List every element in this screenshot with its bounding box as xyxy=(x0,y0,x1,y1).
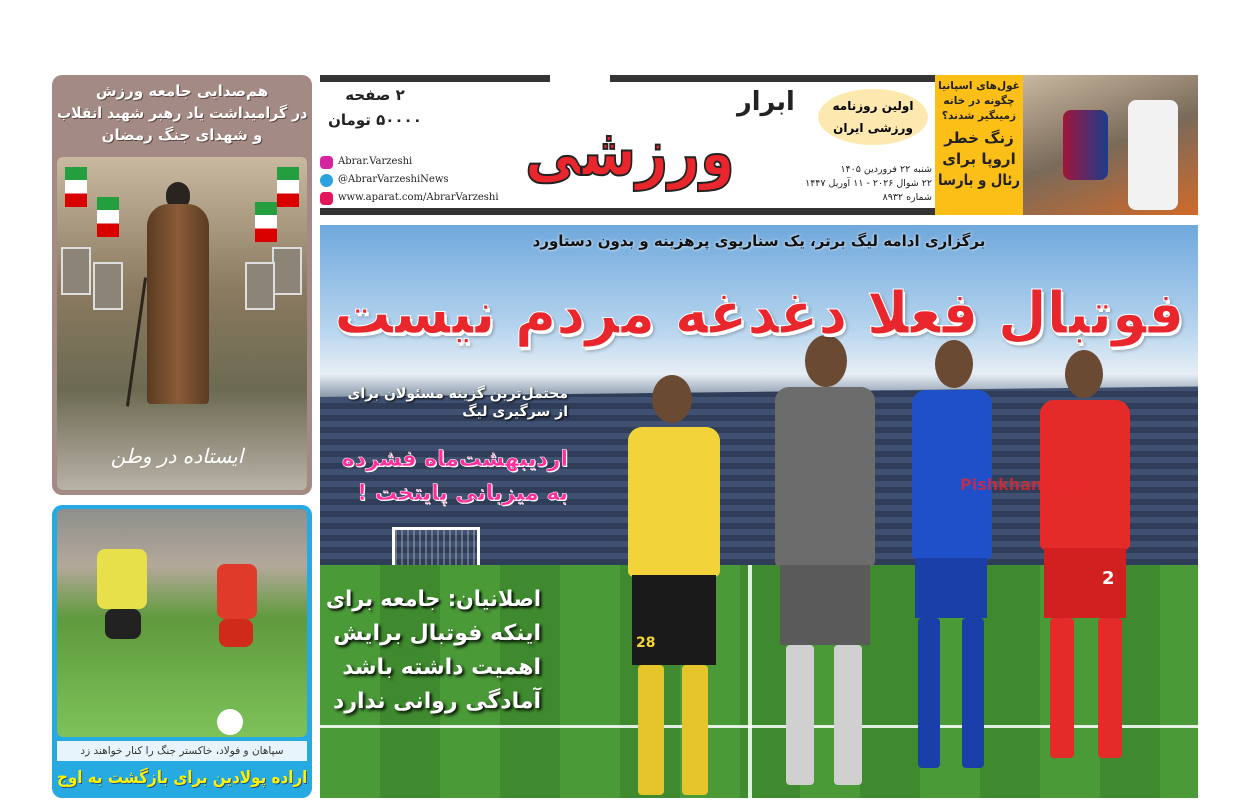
aparat-icon xyxy=(320,192,333,205)
line-text: زمینگیر شدند؟ xyxy=(941,110,1017,122)
player-shorts xyxy=(105,609,141,639)
line-text: غول‌های اسپانیا xyxy=(938,80,1020,92)
line xyxy=(326,583,541,617)
date-lunar-gregorian xyxy=(800,177,932,191)
line-text: اردیبهشت‌ماه فشرده xyxy=(341,447,568,472)
social-text: @AbrarVarzeshiNews xyxy=(338,174,449,185)
flag-icon xyxy=(255,202,277,242)
line-text: هم‌صدایی جامعه ورزش xyxy=(95,82,269,100)
logo-main xyxy=(525,105,735,201)
line-text: ابرار xyxy=(737,87,795,117)
line-text: ورزشی ایران xyxy=(833,121,913,135)
line-text: ۲ صفحه xyxy=(345,86,405,104)
player-goalkeeper xyxy=(760,335,890,795)
teaser-headline xyxy=(938,128,1020,191)
player-persepolis xyxy=(1020,350,1150,770)
goal xyxy=(392,527,480,565)
line-text: برگزاری ادامه لیگ برتر، یک سناریوی پرهزینه و بدون دستاورد xyxy=(532,232,986,250)
price xyxy=(320,108,430,133)
line-text: اصلانیان: جامعه برای xyxy=(325,587,541,612)
title-line xyxy=(57,80,307,102)
line xyxy=(938,109,1020,124)
line-text: شنبه ۲۲ فروردین ۱۴۰۵ xyxy=(840,164,932,175)
line-text: از سرگیری لیگ xyxy=(462,404,568,420)
jersey-number: 2 xyxy=(1044,548,1126,618)
line xyxy=(326,617,541,651)
line-text: به میزبانی پایتخت ! xyxy=(357,481,568,506)
line-text: سپاهان و فولاد، خاکستر جنگ را کنار خواهند زد xyxy=(80,745,284,757)
hero-story[interactable] xyxy=(320,225,1198,798)
social-text: Abrar.Varzeshi xyxy=(338,156,413,167)
player-red xyxy=(217,564,257,619)
dateline xyxy=(800,163,932,205)
social-text: www.aparat.com/AbrarVarzeshi xyxy=(338,192,499,203)
line-text: ورزشی xyxy=(525,114,735,191)
line-text: رئال و بارسا xyxy=(938,171,1020,189)
real-player xyxy=(1128,100,1178,210)
line xyxy=(326,651,541,685)
line-text: ۲۲ شوال ۲۰۲۶ - ۱۱ آوریل ۱۴۴۷ xyxy=(805,178,932,189)
line xyxy=(328,443,568,477)
hero-headline xyxy=(334,273,1184,353)
line xyxy=(326,685,541,719)
line xyxy=(328,477,568,511)
line xyxy=(938,170,1020,191)
barca-player xyxy=(1063,110,1108,180)
title-line xyxy=(57,124,307,146)
line-text: زنگ خطر xyxy=(944,129,1014,147)
portrait-frame xyxy=(93,262,123,310)
line-text: ۵۰۰۰۰ تومان xyxy=(328,111,422,129)
player-sepahan xyxy=(600,375,750,795)
flag-icon xyxy=(97,197,119,237)
line xyxy=(328,385,568,403)
ball xyxy=(217,709,243,735)
line-text: و شهدای جنگ رمضان xyxy=(101,126,263,144)
line xyxy=(938,79,1020,94)
player-esteghlal xyxy=(900,340,1010,780)
sepahan-title xyxy=(57,765,307,791)
jersey-number: 28 xyxy=(632,575,716,665)
memorial-title xyxy=(57,80,307,146)
sepahan-subtitle xyxy=(57,741,307,761)
line-text: اولین روزنامه xyxy=(832,99,914,113)
flag-icon xyxy=(65,167,87,207)
side-kicker xyxy=(328,385,568,421)
portrait-frame xyxy=(272,247,302,295)
watermark: Pishkhan.com xyxy=(960,475,1086,494)
social-aparat[interactable] xyxy=(320,189,520,207)
title-line xyxy=(57,102,307,124)
line xyxy=(938,149,1020,170)
teaser-box[interactable] xyxy=(935,75,1023,215)
social-links xyxy=(320,153,520,207)
price-box xyxy=(320,83,430,133)
line-text: چگونه در خانه xyxy=(943,95,1015,107)
hero-kicker xyxy=(330,231,1188,251)
line-text: شماره ۸۹۳۲ xyxy=(882,192,932,203)
telegram-icon xyxy=(320,174,333,187)
memorial-feature[interactable] xyxy=(52,75,312,495)
issue-number xyxy=(800,191,932,205)
player-yellow xyxy=(97,549,147,609)
slogan-badge xyxy=(818,89,928,145)
date-solar xyxy=(800,163,932,177)
cleric-figure xyxy=(142,182,212,412)
line-text: اراده پولادین برای بازگشت به اوج xyxy=(56,768,307,788)
sepahan-photo xyxy=(57,509,307,737)
line-text: ایستاده در وطن xyxy=(110,444,244,468)
player-shorts xyxy=(219,619,253,647)
line-text: آمادگی روانی ندارد xyxy=(333,689,541,714)
memorial-photo xyxy=(57,157,307,490)
badge-line xyxy=(826,117,920,139)
page-count xyxy=(320,83,430,108)
social-instagram[interactable] xyxy=(320,153,520,171)
sepahan-feature[interactable] xyxy=(52,505,312,798)
logo-small xyxy=(737,85,795,119)
newspaper-logo[interactable] xyxy=(525,75,795,208)
side-headline xyxy=(328,443,568,511)
quote-headline xyxy=(326,583,541,719)
line-text: اینکه فوتبال برایش xyxy=(333,621,541,646)
teaser-photo xyxy=(1023,75,1198,215)
photo-caption xyxy=(97,444,257,468)
portrait-frame xyxy=(245,262,275,310)
rule xyxy=(320,208,935,215)
line-text: محتمل‌ترین گزینه مسئولان برای xyxy=(347,386,568,402)
masthead xyxy=(320,75,935,215)
line-text: اهمیت داشته باشد xyxy=(342,655,541,680)
rule xyxy=(320,75,550,82)
line xyxy=(938,128,1020,149)
instagram-icon xyxy=(320,156,333,169)
badge-line xyxy=(826,95,920,117)
teaser-question xyxy=(938,75,1020,124)
flag-icon xyxy=(277,167,299,207)
line-text: در گرامیداشت یاد رهبر شهید انقلاب xyxy=(56,104,307,122)
line xyxy=(328,403,568,421)
line-text: اروپا برای xyxy=(942,150,1016,168)
line-text: فوتبال فعلا دغدغه مردم نیست xyxy=(334,279,1184,347)
social-telegram[interactable] xyxy=(320,171,520,189)
portrait-frame xyxy=(61,247,91,295)
line xyxy=(938,94,1020,109)
